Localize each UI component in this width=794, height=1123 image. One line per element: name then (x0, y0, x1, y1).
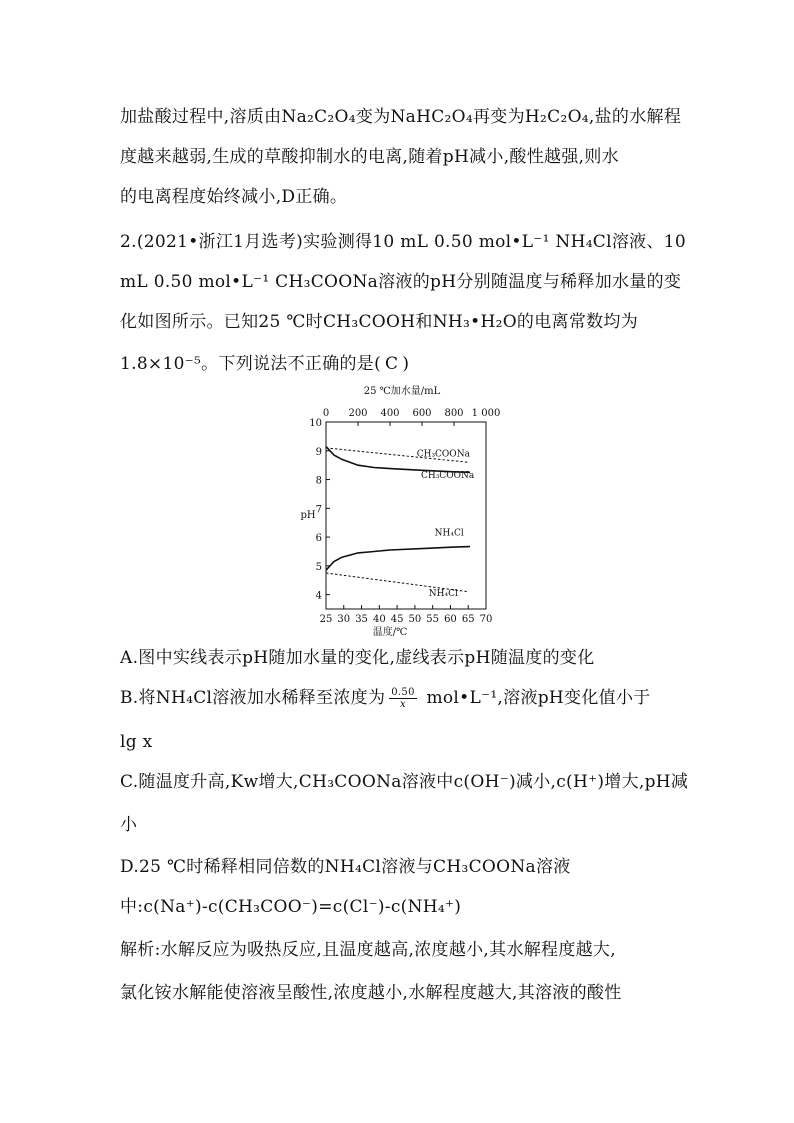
y-tick-label: 6 (315, 533, 322, 545)
y-tick-label: 10 (309, 418, 322, 429)
answer-mark: C (385, 354, 399, 374)
analysis-text: 解析:水解反应为吸热反应,且温度越高,浓度越小,其水解程度越大, (120, 940, 616, 960)
question-stem: 2.(2021•浙江1月选考)实验测得10 mL 0.50 mol•L⁻¹ NH₄Cl溶液、10 (120, 232, 686, 252)
option-c: C.随温度升高,Kw增大,CH₃COONa溶液中c(OH⁻)减小,c(H⁺)增大,pH减 (120, 772, 689, 792)
top-tick-label: 800 (444, 408, 464, 419)
fraction (389, 687, 416, 710)
option-b-cont: lg x (120, 732, 153, 752)
option-d: D.25 ℃时稀释相同倍数的NH₄Cl溶液与CH₃COONa溶液 (120, 857, 571, 877)
x-tick-label: 45 (390, 614, 404, 625)
x-tick-label: 60 (444, 614, 457, 625)
series-label: NH₄Cl (434, 528, 464, 539)
question-stem: mL 0.50 mol•L⁻¹ CH₃COONa溶液的pH分别随温度与稀释加水量的变 (120, 272, 682, 292)
x-tick-label: 40 (372, 614, 386, 625)
top-tick-label: 200 (348, 408, 368, 419)
ph-chart (290, 380, 510, 636)
option-b-text: mol•L⁻¹,溶液pH变化值小于 (420, 688, 651, 708)
series-label: NH₄Cl (428, 589, 458, 600)
x-tick-label: 25 (319, 614, 333, 625)
top-axis-label: 25 ℃加水量/mL (363, 386, 441, 397)
stem-text: ) (402, 354, 410, 374)
text-line: 度越来越弱,生成的草酸抑制水的电离,随着pH减小,酸性越强,则水 (120, 147, 619, 167)
option-c-cont: 小 (120, 815, 138, 835)
option-b-text: B.将NH₄Cl溶液加水稀释至浓度为 (120, 688, 386, 708)
x-tick-label: 30 (337, 614, 351, 625)
x-tick-label: 35 (355, 614, 368, 625)
stem-text: 1.8×10⁻⁵。下列说法不正确的是( (120, 354, 382, 374)
text-line: 的电离程度始终减小,D正确。 (120, 187, 348, 207)
y-tick-label: 4 (315, 590, 322, 602)
fraction-denominator: x (400, 699, 406, 710)
y-tick-label: 8 (315, 475, 322, 487)
x-tick-label: 70 (479, 614, 493, 625)
y-tick-label: 9 (315, 446, 322, 458)
option-b (120, 687, 680, 710)
series-label: CH₃COONa (416, 449, 470, 460)
x-tick-label: 50 (408, 614, 422, 625)
text-line: 加盐酸过程中,溶质由Na₂C₂O₄变为NaHC₂O₄再变为H₂C₂O₄,盐的水解程 (120, 107, 682, 127)
x-tick-label: 65 (461, 614, 475, 625)
top-tick-label: 600 (412, 408, 432, 419)
series-line-2 (326, 547, 470, 571)
y-axis-label: pH (300, 510, 316, 522)
fraction-numerator: 0.50 (391, 687, 415, 698)
question-stem (120, 353, 680, 375)
series-label: CH₃COONa (420, 471, 475, 482)
option-a: A.图中实线表示pH随加水量的变化,虚线表示pH随温度的变化 (120, 648, 595, 668)
top-tick-label: 0 (322, 408, 330, 419)
y-tick-label: 5 (315, 561, 322, 573)
x-tick-label: 55 (426, 614, 440, 625)
analysis-text: 氯化铵水解能使溶液呈酸性,浓度越小,水解程度越大,其溶液的酸性 (120, 983, 622, 1003)
top-tick-label: 1 000 (471, 408, 501, 419)
option-d-cont: 中:c(Na⁺)-c(CH₃COO⁻)=c(Cl⁻)-c(NH₄⁺) (120, 897, 462, 917)
question-stem: 化如图所示。已知25 ℃时CH₃COOH和NH₃•H₂O的电离常数均为 (120, 312, 639, 332)
x-axis-label: 温度/℃ (372, 627, 408, 636)
y-tick-label: 7 (315, 504, 322, 516)
top-tick-label: 400 (380, 408, 400, 419)
